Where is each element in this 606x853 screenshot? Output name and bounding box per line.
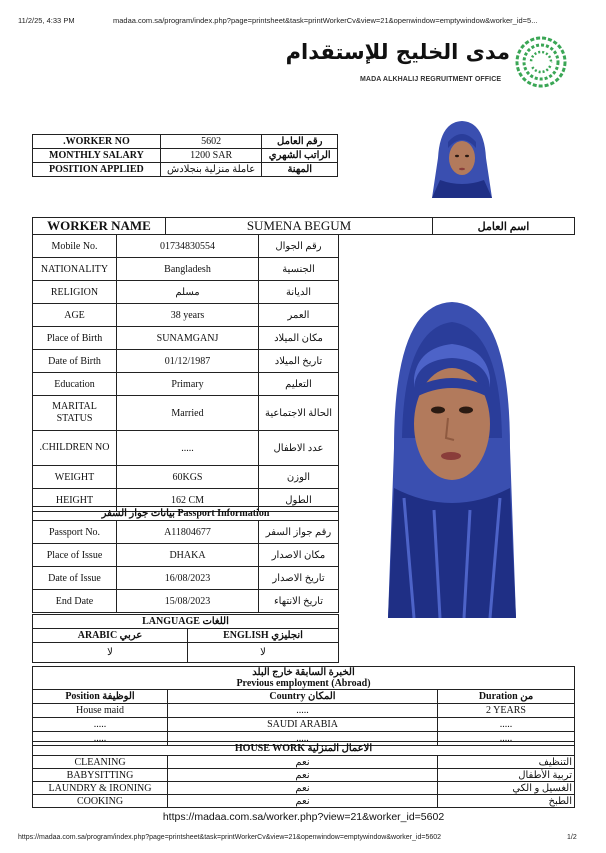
passport-label-en: Passport No. [33,521,117,544]
details-label-en: WEIGHT [33,466,117,489]
details-value: 162 CM [117,489,259,512]
details-value: Primary [117,373,259,396]
passport-value: DHAKA [117,544,259,567]
logo-emblem-icon [515,36,567,88]
language-english-label [188,629,339,643]
employment-header-en: Previous employment (Abroad) [236,678,371,689]
housework-row [33,782,575,795]
language-arabic-label [33,629,188,643]
passport-row [33,567,339,590]
details-value: ..... [117,431,259,466]
passport-label-ar: مكان الاصدار [259,544,339,567]
print-footer-url: https://madaa.com.sa/program/index.php?page=printsheet&task=printWorkerCv&view=21&openwindow=emptywindow&worker_id=5602 [18,834,442,841]
language-arabic-en: ARABIC [77,630,118,641]
summary-label-en: .WORKER NO [33,135,161,149]
details-value: Bangladesh [117,258,259,281]
language-english-value: لا [188,643,339,663]
details-label-en: AGE [33,304,117,327]
summary-value: 5602 [160,135,262,149]
employment-country: SAUDI ARABIA [168,718,438,732]
col-duration-en: Duration [478,691,518,702]
print-datetime: 11/2/25, 4:33 PM [18,16,75,25]
details-value: 01/12/1987 [117,350,259,373]
details-label-en: Mobile No. [33,235,117,258]
passport-header-ar: بيانات جواز السفر [101,508,175,519]
housework-label-en: LAUNDRY & IRONING [33,782,168,795]
passport-label-ar: رقم جواز السفر [259,521,339,544]
housework-label-ar: التنظيف [438,756,575,769]
details-value: 38 years [117,304,259,327]
housework-table [32,741,575,808]
passport-table [32,506,339,613]
logo-arabic-text: مدى الخليج للإستقدام [285,40,510,64]
details-value: 01734830554 [117,235,259,258]
summary-value: 1200 SAR [160,149,262,163]
details-label-en: .CHILDREN NO [33,431,117,466]
details-label-en: HEIGHT [33,489,117,512]
details-label-ar: الديانة [259,281,339,304]
housework-label-ar: الغسيل و الكي [438,782,575,795]
passport-label-ar: تاريخ الاصدار [259,567,339,590]
housework-header-ar: الاعمال المنزلية [307,743,373,754]
worker-photo-large [384,298,520,618]
details-row [33,350,339,373]
details-value: Married [117,396,259,431]
details-label-en: RELIGION [33,281,117,304]
summary-label-ar: الراتب الشهري [262,149,338,163]
details-label-ar: الطول [259,489,339,512]
details-label-en: NATIONALITY [33,258,117,281]
summary-label-ar: رقم العامل [262,135,338,149]
employment-duration: ..... [438,732,575,746]
details-table [32,234,339,512]
summary-label-ar: المهنة [262,163,338,177]
worker-photo-small [420,118,504,198]
housework-row [33,769,575,782]
employment-position: ..... [33,718,168,732]
details-value: SUNAMGANJ [117,327,259,350]
summary-label-en: MONTHLY SALARY [33,149,161,163]
employment-duration: 2 YEARS [438,704,575,718]
print-page-number: 1/2 [567,834,577,841]
col-country-en: Country [269,691,306,702]
language-arabic-ar: عربي [119,630,143,641]
details-label-ar: الجنسية [259,258,339,281]
details-row [33,373,339,396]
details-label-en: Place of Birth [33,327,117,350]
details-row [33,396,339,431]
language-arabic-value: لا [33,643,188,663]
details-label-en: Education [33,373,117,396]
housework-header [33,742,575,756]
summary-row [33,149,338,163]
summary-value: عاملة منزلية بنجلادش [160,163,262,177]
passport-label-en: End Date [33,590,117,613]
language-table [32,614,339,663]
housework-label-ar: تربية الأطفال [438,769,575,782]
housework-label-ar: الطبخ [438,795,575,808]
details-value: مسلم [117,281,259,304]
details-row [33,258,339,281]
housework-header-en: HOUSE WORK [234,743,305,754]
employment-position: House maid [33,704,168,718]
passport-value: 15/08/2023 [117,590,259,613]
employment-header [33,667,575,690]
language-header-ar: اللغات [202,616,229,627]
details-row [33,466,339,489]
passport-value: 16/08/2023 [117,567,259,590]
passport-header [33,507,339,521]
details-label-ar: مكان الميلاد [259,327,339,350]
employment-header-ar: الخبرة السابقة خارج البلد [252,667,355,678]
housework-row [33,756,575,769]
details-label-ar: الحالة الاجتماعية [259,396,339,431]
employment-table [32,666,575,746]
summary-row [33,163,338,177]
worker-name-table [32,217,575,235]
print-page-url: madaa.com.sa/program/index.php?page=printsheet&task=printWorkerCv&view=21&openwindow=emptywindow&worker_id=5... [113,16,538,25]
housework-row [33,795,575,808]
summary-table [32,134,338,177]
details-value: 60KGS [117,466,259,489]
details-label-ar: تاريخ الميلاد [259,350,339,373]
housework-value: نعم [168,756,438,769]
worker-link[interactable]: https://madaa.com.sa/worker.php?view=21&worker_id=5602 [162,811,445,823]
details-row [33,281,339,304]
col-country-ar: المكان [308,691,336,702]
details-label-ar: التعليم [259,373,339,396]
language-header [33,615,339,629]
details-row [33,235,339,258]
passport-label-en: Date of Issue [33,567,117,590]
details-row [33,431,339,466]
passport-header-en: Passport Information [177,508,270,519]
housework-label-en: CLEANING [33,756,168,769]
employment-col-position [33,690,168,704]
details-label-ar: رقم الجوال [259,235,339,258]
housework-label-en: COOKING [33,795,168,808]
employment-country: ..... [168,704,438,718]
employment-col-duration [438,690,575,704]
passport-value: A11804677 [117,521,259,544]
employment-country: ..... [168,732,438,746]
language-english-en: ENGLISH [223,630,269,641]
logo-english-text: MADA ALKHALIJ REGRUITMENT OFFICE [360,76,502,83]
language-header-en: LANGUAGE [142,616,200,627]
col-duration-ar: من [520,691,534,702]
passport-row [33,544,339,567]
summary-row [33,135,338,149]
summary-label-en: POSITION APPLIED [33,163,161,177]
employment-row [33,704,575,718]
col-position-en: Position [65,691,100,702]
housework-value: نعم [168,795,438,808]
employment-duration: ..... [438,718,575,732]
col-position-ar: الوظيفة [102,691,135,702]
passport-label-ar: تاريخ الانتهاء [259,590,339,613]
worker-name-label: WORKER NAME [33,218,166,235]
details-label-ar: الوزن [259,466,339,489]
language-english-ar: انجليزي [271,630,303,641]
details-row [33,304,339,327]
details-label-en: MARITAL STATUS [33,396,117,431]
details-row [33,327,339,350]
passport-row [33,521,339,544]
details-label-en: Date of Birth [33,350,117,373]
worker-name-value: SUMENA BEGUM [166,218,433,235]
housework-value: نعم [168,769,438,782]
housework-value: نعم [168,782,438,795]
details-label-ar: العمر [259,304,339,327]
employment-row [33,718,575,732]
employment-position: ..... [33,732,168,746]
employment-col-country [168,690,438,704]
company-logo [285,34,570,94]
details-label-ar: عدد الاطفال [259,431,339,466]
passport-row [33,590,339,613]
worker-name-label-ar: اسم العامل [433,218,575,235]
housework-label-en: BABYSITTING [33,769,168,782]
passport-label-en: Place of Issue [33,544,117,567]
